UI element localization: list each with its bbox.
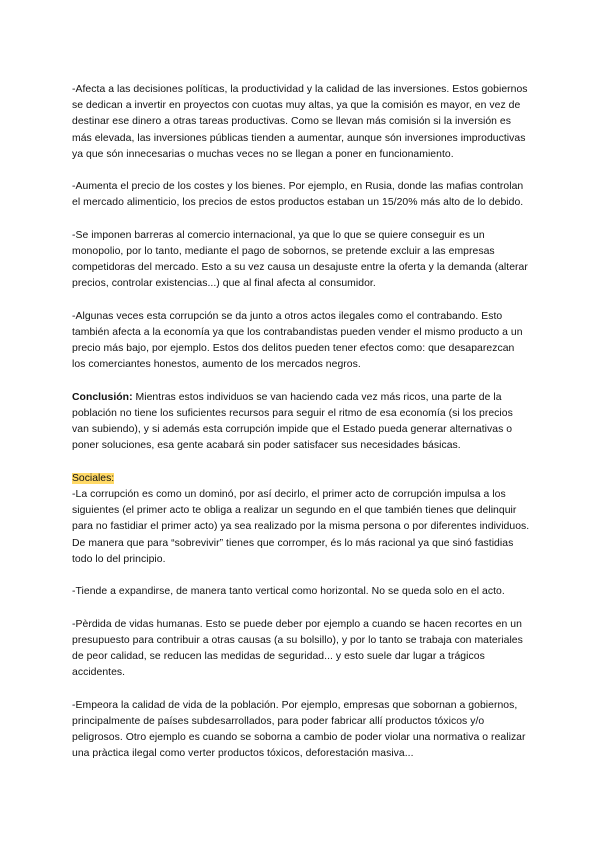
highlighted-heading: Sociales: xyxy=(72,472,115,484)
paragraph-perdida-vidas: -Pèrdida de vidas humanas. Esto se puede deber por ejemplo a cuando se hacen recortes en un presupuesto para contribuir a otras causas (a su bolsillo), y por lo tanto se trabaja con materiales de peor calidad, se reducen las medidas de seguridad... y esto suele dar lugar a trágicos accidentes. xyxy=(72,618,523,679)
paragraph-barreras-comercio: -Se imponen barreras al comercio internacional, ya que lo que se quiere conseguir es un monopolio, por lo tanto, mediante el pago de sobornos, se pretende excluir a las empresas competidoras del mercado. Esto a su vez causa un desajuste entre la oferta y la demanda (alterar precios, controlar existencias...) que al final afecta al consumidor. xyxy=(72,229,528,290)
paragraph-conclusion xyxy=(72,390,530,455)
paragraph-decisiones-politicas: -Afecta a las decisiones políticas, la productividad y la calidad de las inversiones. Estos gobiernos se dedican a invertir en proyectos con cuotas muy altas, ya que la comisión es mayor, en vez de destinar ese dinero a otras tareas productivas. Como se llevan más comisión si la inversión es más elevada, las inversiones públicas tienden a aumentar, aunque són inversiones improductivas ya que són innecesarias o muchas veces no se llegan a poner en funcionamiento. xyxy=(72,84,528,160)
paragraph-contrabando: -Algunas veces esta corrupción se da junto a otros actos ilegales como el contrabando. Esto también afecta a la economía ya que los contrabandistas pueden vender el mismo producto a un precio más bajo, por ejemplo. Estos dos delitos pueden tener efectos como: que desaparezcan los comerciantes honestos, aumento de los mercados negros. xyxy=(72,310,523,371)
conclusion-label: Conclusión: xyxy=(72,391,133,403)
paragraph-domino: -La corrupción es como un dominó, por así decirlo, el primer acto de corrupción impulsa a los siguientes (el primer acto te obliga a realizar un segundo en el que también tienes que delinquir para no fastidiar el primer acto) ya sea realizado por la misma persona o por diferentes individuos. De manera que para “sobrevivir” tienes que corromper, és lo más racional ya que sinó fastidias todo lo del principio. xyxy=(72,489,530,565)
section-heading-sociales xyxy=(72,471,530,487)
paragraph-precio-costes: -Aumenta el precio de los costes y los bienes. Por ejemplo, en Rusia, donde las mafias controlan el mercado alimenticio, los precios de estos productos estaban un 15/20% más alto de lo debido. xyxy=(72,181,524,209)
paragraph-expandirse: -Tiende a expandirse, de manera tanto vertical como horizontal. No se queda solo en el acto. xyxy=(72,586,505,598)
paragraph-calidad-vida: -Empeora la calidad de vida de la población. Por ejemplo, empresas que sobornan a gobiernos, principalmente de países subdesarrollados, para poder fabricar allí productos tóxicos y/o peligrosos. Otro ejemplo es cuando se soborna a cambio de poder violar una normativa o realizar una pràctica ilegal como verter productos tóxicos, deforestación masiva... xyxy=(72,699,526,760)
conclusion-text: Mientras estos individuos se van haciendo cada vez más ricos, una parte de la población no tiene los suficientes recursos para seguir el ritmo de esa economía (si los precios van subiendo), y si además esta corrupción impide que el Estado pueda generar alternativas o poner soluciones, esa gente acabará sin poder satisfacer sus necesidades básicas. xyxy=(72,391,513,452)
